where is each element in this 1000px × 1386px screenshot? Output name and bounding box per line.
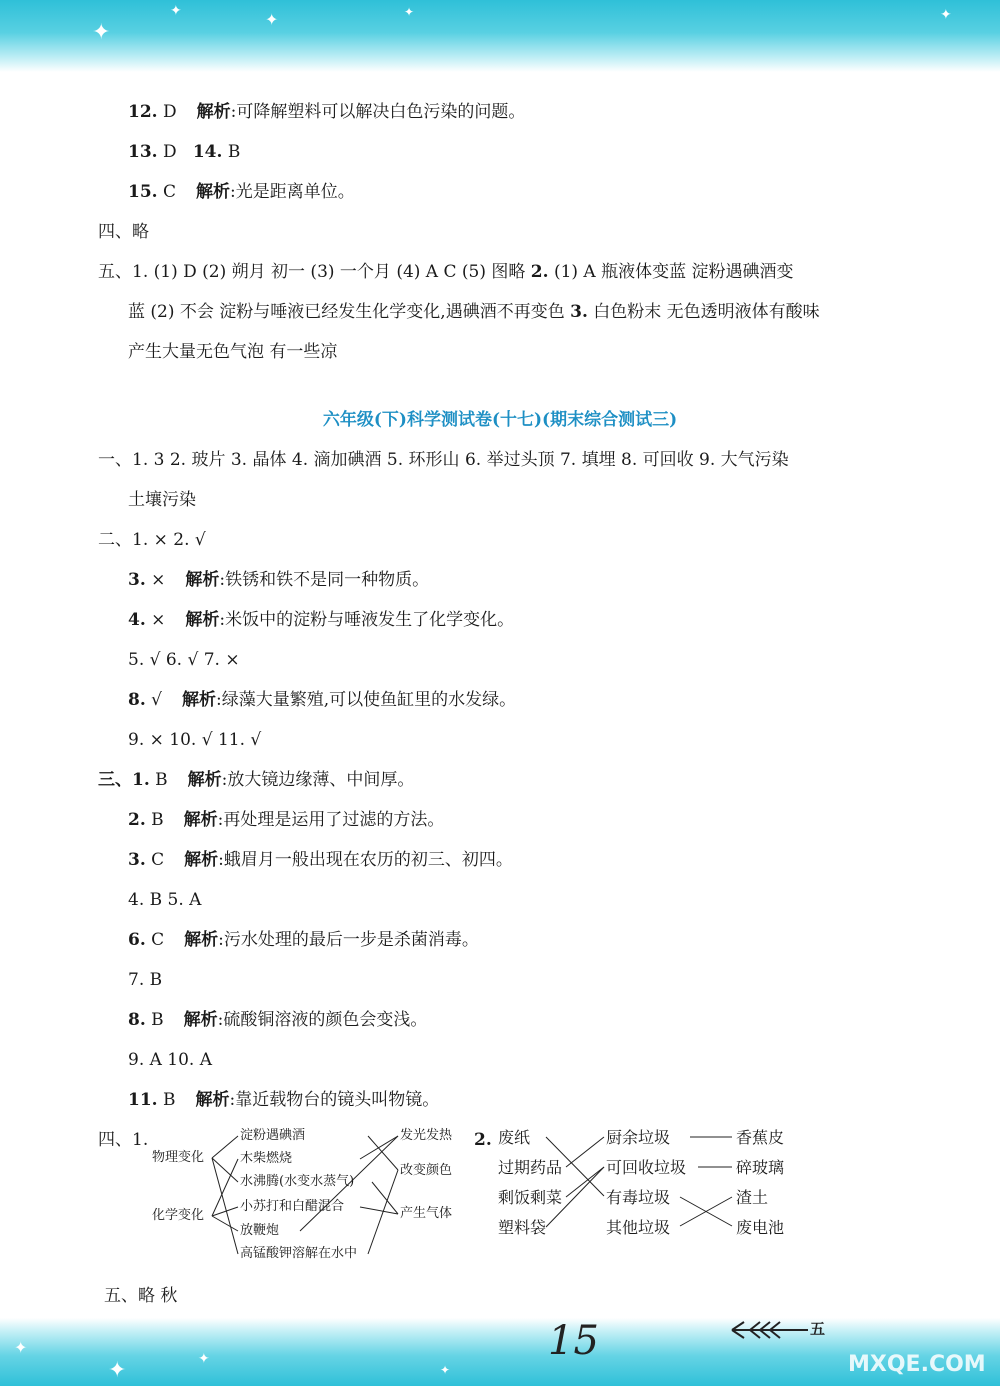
match-line: [566, 1167, 604, 1197]
match-line: [372, 1182, 398, 1214]
example-item: 香蕉皮: [736, 1128, 785, 1147]
part2-row-5: 5. √ 6. √ 7. ×: [128, 650, 240, 670]
example-item: 渣土: [736, 1188, 769, 1207]
part3-row-3: 3. C 解析:蛾眉月一般出现在农历的初三、初四。: [128, 850, 513, 870]
footer-tag: 五: [810, 1320, 826, 1338]
match-line: [360, 1136, 398, 1159]
part2-row-3: 3. × 解析:铁锈和铁不是同一种物质。: [128, 570, 430, 590]
section-5-line-1: 五、1. (1) D (2) 朔月 初一 (3) 一个月 (4) A C (5) 图略 2. (1) A 瓶液体变蓝 淀粉遇碘酒变: [98, 262, 794, 282]
part3-row-6: 6. C 解析:污水处理的最后一步是杀菌消毒。: [128, 930, 479, 950]
phenomenon-item: 发光发热: [400, 1128, 453, 1143]
part2-row-8: 8. √ 解析:绿藻大量繁殖,可以使鱼缸里的水发绿。: [128, 690, 517, 710]
process-item: 木柴燃烧: [240, 1151, 293, 1166]
match-line: [566, 1137, 604, 1167]
sparkle-icon: ✦: [940, 7, 952, 23]
process-item: 淀粉遇碘酒: [240, 1128, 306, 1143]
waste-item: 塑料袋: [498, 1218, 547, 1237]
match-line: [546, 1137, 604, 1196]
part3-row-7: 7. B: [128, 970, 163, 990]
match-line: [212, 1158, 238, 1254]
category-chemical: 化学变化: [152, 1208, 205, 1223]
sparkle-icon: ✦: [14, 1338, 28, 1357]
match-line: [212, 1136, 238, 1158]
example-item: 废电池: [736, 1218, 785, 1237]
sparkle-icon: ✦: [404, 5, 415, 19]
example-item: 碎玻璃: [736, 1158, 785, 1177]
part3-row-2: 2. B 解析:再处理是运用了过滤的方法。: [128, 810, 445, 830]
sparkle-icon: ✦: [170, 3, 182, 19]
section-4: 四、略: [98, 222, 149, 242]
match-line: [360, 1207, 398, 1214]
process-item: 小苏打和白醋混合: [240, 1199, 345, 1214]
part3-row-8: 8. B 解析:硫酸铜溶液的颜色会变浅。: [128, 1010, 428, 1030]
sparkle-icon: ✦: [92, 20, 111, 45]
category-physical: 物理变化: [152, 1150, 205, 1165]
process-item: 放鞭炮: [240, 1223, 280, 1238]
answer-line-12: 12. D 解析:可降解塑料可以解决白色污染的问题。: [128, 102, 526, 122]
part4-q2-label: 2.: [474, 1130, 492, 1150]
page-number: 15: [548, 1318, 599, 1364]
sparkle-icon: ✦: [198, 1351, 210, 1367]
bin-category: 有毒垃圾: [606, 1188, 671, 1207]
sparkle-icon: ✦: [440, 1363, 451, 1377]
section-5-line-3: 产生大量无色气泡 有一些凉: [128, 342, 338, 362]
waste-item: 剩饭剩菜: [498, 1188, 563, 1207]
sparkle-icon: ✦: [265, 10, 279, 29]
phenomenon-item: 改变颜色: [400, 1163, 453, 1178]
bin-category: 厨余垃圾: [606, 1128, 671, 1147]
match-line: [300, 1136, 398, 1231]
part3-row-1: 三、1. B 解析:放大镜边缘薄、中间厚。: [98, 770, 415, 790]
part4-label: 四、1.: [98, 1130, 149, 1150]
answer-line-13: 13. D 14. B: [128, 142, 241, 162]
part1-line-2: 土壤污染: [128, 490, 196, 510]
arrow-decoration-icon: [730, 1318, 810, 1342]
bin-category: 其他垃圾: [606, 1218, 671, 1237]
part2-row-9: 9. × 10. √ 11. √: [128, 730, 262, 750]
section-5-line-2: 蓝 (2) 不会 淀粉与唾液已经发生化学变化,遇碘酒不再变色 3. 白色粉末 无色透明液体有酸味: [128, 302, 820, 322]
match-line: [212, 1216, 238, 1231]
part3-row-9: 9. A 10. A: [128, 1050, 213, 1070]
part3-row-4: 4. B 5. A: [128, 890, 202, 910]
part3-row-11: 11. B 解析:靠近载物台的镜头叫物镜。: [128, 1090, 440, 1110]
part5: 五、略 秋: [104, 1286, 178, 1306]
part2-row-1: 二、1. × 2. √: [98, 530, 206, 550]
phenomenon-item: 产生气体: [400, 1206, 453, 1221]
match-line: [212, 1158, 238, 1182]
process-item: 高锰酸钾溶解在水中: [240, 1246, 358, 1261]
match-line: [546, 1167, 604, 1227]
part2-row-4: 4. × 解析:米饭中的淀粉与唾液发生了化学变化。: [128, 610, 515, 630]
watermark: MXQE.COM: [848, 1352, 986, 1377]
sparkle-icon: ✦: [108, 1358, 127, 1383]
answer-line-15: 15. C 解析:光是距离单位。: [128, 182, 355, 202]
bin-category: 可回收垃圾: [606, 1158, 687, 1177]
waste-item: 过期药品: [498, 1158, 563, 1177]
process-item: 水沸腾(水变水蒸气): [240, 1174, 355, 1189]
part1-line-1: 一、1. 3 2. 玻片 3. 晶体 4. 滴加碘酒 5. 环形山 6. 举过头顶 7. 填埋 8. 可回收 9. 大气污染: [98, 450, 789, 470]
match-line: [368, 1136, 398, 1170]
waste-item: 废纸: [498, 1128, 531, 1147]
test-title: 六年级(下)科学测试卷(十七)(期末综合测试三): [322, 410, 678, 430]
